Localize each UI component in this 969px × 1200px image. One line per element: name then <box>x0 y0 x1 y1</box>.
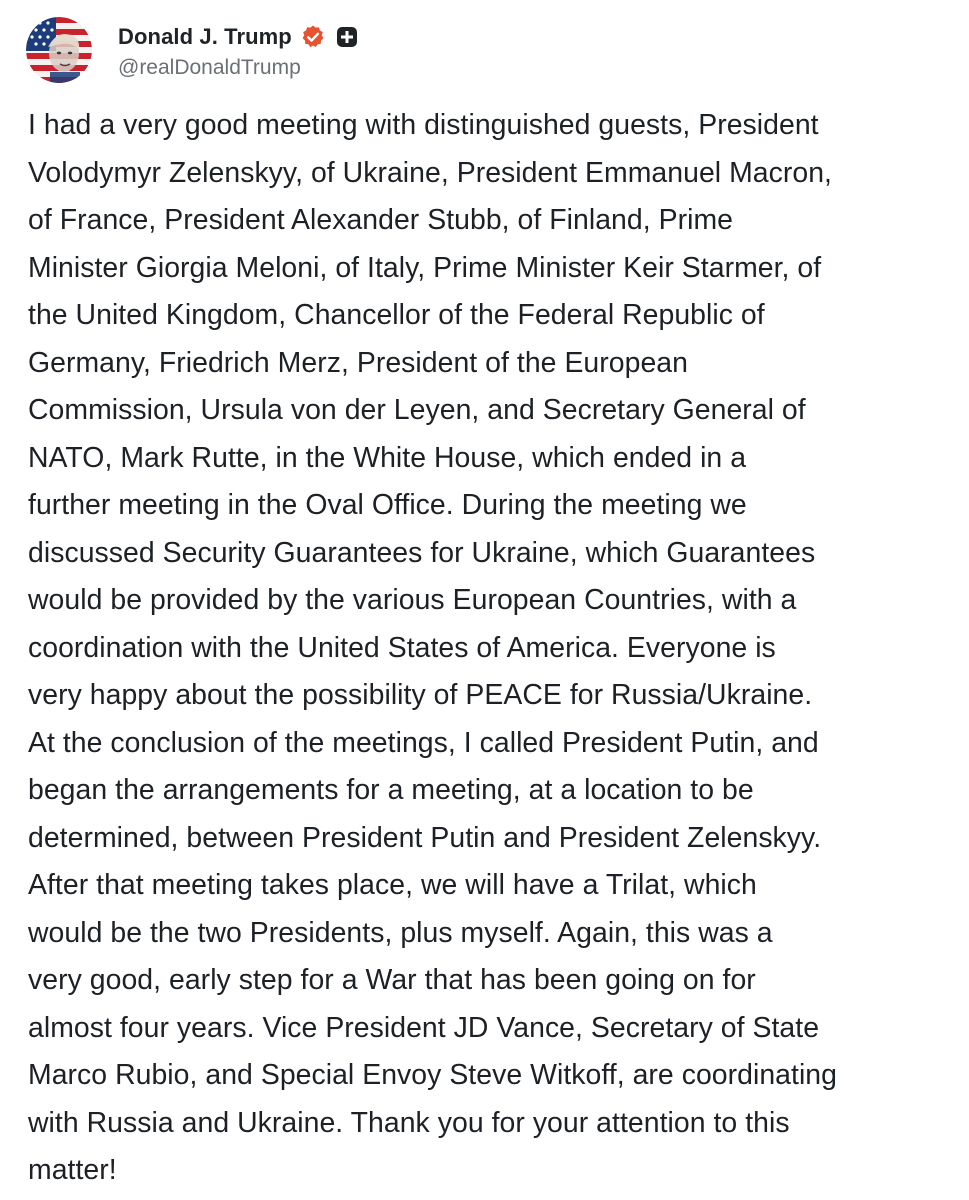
verified-badge-icon <box>300 24 326 50</box>
avatar[interactable] <box>26 17 92 83</box>
author-display-name[interactable]: Donald J. Trump <box>118 24 292 49</box>
author-identity <box>118 20 358 80</box>
plus-badge-icon <box>336 26 358 48</box>
author-handle[interactable]: @realDonaldTrump <box>118 56 301 79</box>
name-row <box>118 20 358 54</box>
avatar-flag-portrait-icon <box>26 17 92 83</box>
post-header <box>26 10 358 90</box>
post-body-text: I had a very good meeting with distinguished guests, President Volodymyr Zelenskyy, of Ukraine, President Emmanuel Macron, of France, President Alexander Stubb, of Finland, Prime Minister Giorgia Meloni, of Italy, Prime Minister Keir Starmer, of the United Kingdom, Chancellor of the Federal Republic of Germany, Friedrich Merz, President of the European Commission, Ursula von der Leyen, and Secretary General of NATO, Mark Rutte, in the White House, which ended in a further meeting in the Oval Office. During the meeting we discussed Security Guarantees for Ukraine, which Guarantees would be provided by the various European Countries, with a coordination with the United States of America. Everyone is very happy about the possibility of PEACE for Russia/Ukraine. At the conclusion of the meetings, I called President Putin, and began the arrangements for a meeting, at a location to be determined, between President Putin and President Zelenskyy. After that meeting takes place, we will have a Trilat, which would be the two Presidents, plus myself. Again, this was a very good, early step for a War that has been going on for almost four years. Vice President JD Vance, Secretary of State Marco Rubio, and Special Envoy Steve Witkoff, are coordinating with Russia and Ukraine. Thank you for your attention to this matter! <box>28 109 837 1186</box>
